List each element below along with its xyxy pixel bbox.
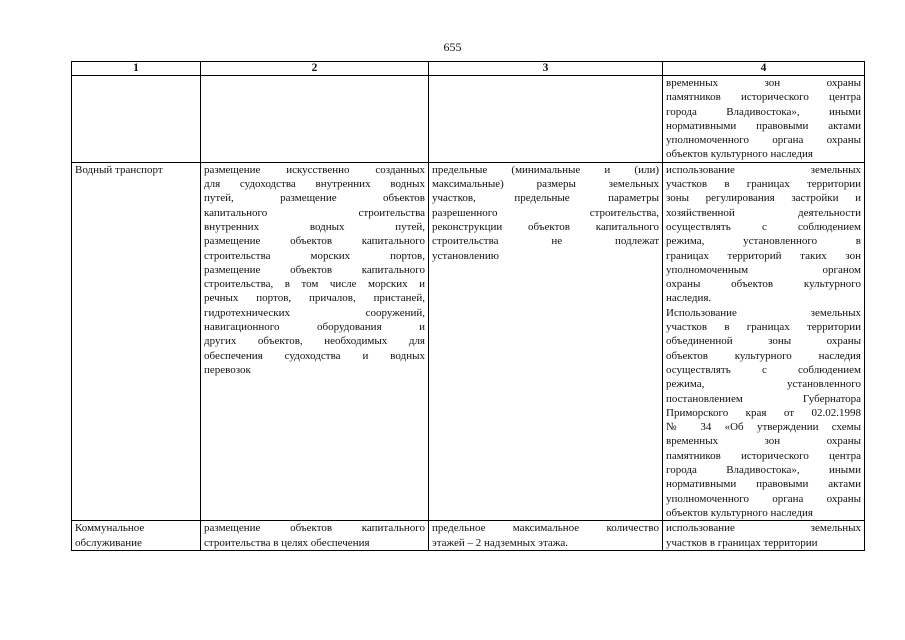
cell-line: строительства, в том числе морских и: [204, 278, 425, 291]
cell-line: других объектов, необходимых для: [204, 335, 425, 348]
cell-row1-col3: [429, 76, 663, 163]
cell-line: памятников исторического центра: [666, 91, 861, 104]
cell-line: обеспечения судоходства и водных: [204, 349, 425, 362]
cell-line: перевозок: [204, 363, 251, 376]
cell-line: участков в границах территории: [666, 536, 818, 549]
cell-row1-col2: [201, 76, 429, 163]
cell-line: внутренних водных путей,: [204, 220, 425, 233]
column-header-3: 3: [429, 62, 663, 76]
cell-line: участков, предельные параметры: [432, 192, 659, 205]
cell-row1-col1: [72, 76, 201, 163]
cell-line: объектов культурного наследия: [666, 148, 813, 161]
cell-line: режима, установленного: [666, 378, 861, 391]
cell-line: размещение объектов капитального: [204, 522, 425, 535]
zoning-table: [71, 61, 865, 551]
cell-line: участков в границах территории: [666, 178, 861, 191]
cell-line: капитального строительства: [204, 206, 425, 219]
cell-line: Коммунальное: [75, 522, 145, 535]
cell-row1-col4: [663, 76, 865, 163]
cell-line: установлению: [432, 249, 500, 262]
cell-line: предельные (минимальные и (или): [432, 163, 659, 176]
cell-line: осуществлять с соблюдением: [666, 363, 861, 376]
cell-line: размещение объектов капитального: [204, 235, 425, 248]
cell-line: использование земельных: [666, 522, 861, 535]
cell-line: путей, размещение объектов: [204, 192, 425, 205]
cell-line: Приморского края от 02.02.1998: [666, 406, 861, 419]
cell-row2-col3: [429, 162, 663, 520]
cell-line: режима, установленного в: [666, 235, 861, 248]
cell-line: наследия.: [666, 292, 712, 305]
cell-line: навигационного оборудования и: [204, 321, 425, 334]
cell-line: временных зон охраны: [666, 435, 861, 448]
column-header-4: 4: [663, 62, 865, 76]
table-row: [72, 76, 865, 163]
cell-line: размещение объектов капитального: [204, 263, 425, 276]
cell-line: строительства морских портов,: [204, 249, 425, 262]
table-row: [72, 162, 865, 520]
cell-line: максимальные) размеры земельных: [432, 178, 659, 191]
cell-line: памятников исторического центра: [666, 449, 861, 462]
cell-line: Использование земельных: [666, 306, 861, 319]
cell-line: города Владивостока», иными: [666, 105, 861, 118]
cell-line: речных портов, причалов, пристаней,: [204, 292, 425, 305]
column-header-1: 1: [72, 62, 201, 76]
cell-line: нормативными правовыми актами: [666, 119, 861, 132]
cell-line: уполномоченного органа охраны: [666, 134, 861, 147]
cell-line: объектов культурного наследия: [666, 506, 813, 519]
cell-line: города Владивостока», иными: [666, 464, 861, 477]
page-number: 655: [443, 40, 462, 54]
cell-line: размещение искусственно созданных: [204, 163, 425, 176]
cell-line: границах территорий таких зон: [666, 249, 861, 262]
cell-line: обслуживание: [75, 536, 142, 549]
cell-line: временных зон охраны: [666, 77, 861, 89]
cell-line: реконструкции объектов капитального: [432, 220, 659, 233]
cell-line: предельное максимальное количество: [432, 522, 659, 535]
cell-row2-col2: [201, 162, 429, 520]
cell-line: разрешенного строительства,: [432, 206, 659, 219]
cell-line: зоны регулирования застройки и: [666, 192, 861, 205]
cell-line: участков в границах территории: [666, 321, 861, 334]
cell-row3-col3: [429, 521, 663, 551]
cell-line: объектов культурного наследия: [666, 349, 861, 362]
cell-line: использование земельных: [666, 163, 861, 176]
cell-line: строительства в целях обеспечения: [204, 536, 370, 549]
cell-line: этажей – 2 надземных этажа.: [432, 536, 569, 549]
cell-row2-col4: [663, 162, 865, 520]
cell-line: охраны объектов культурного: [666, 278, 861, 291]
cell-row3-col1: [72, 521, 201, 551]
table-row: [72, 521, 865, 551]
cell-line: уполномоченного органа охраны: [666, 492, 861, 505]
cell-line: № 34 «Об утверждении схемы: [666, 421, 861, 434]
cell-line: уполномоченным органом: [666, 263, 861, 276]
cell-line: для судоходства внутренних водных: [204, 178, 425, 191]
cell-line: гидротехнических сооружений,: [204, 306, 425, 319]
cell-line: осуществлять с соблюдением: [666, 220, 861, 233]
cell-line: строительства не подлежат: [432, 235, 659, 248]
table-header-row: [72, 62, 865, 76]
column-header-2: 2: [201, 62, 429, 76]
cell-row3-col2: [201, 521, 429, 551]
cell-line: объединенной зоны охраны: [666, 335, 861, 348]
cell-line: нормативными правовыми актами: [666, 478, 861, 491]
cell-line: хозяйственной деятельности: [666, 206, 861, 219]
cell-line: постановлением Губернатора: [666, 392, 861, 405]
cell-row2-col1: Водный транспорт: [72, 162, 201, 520]
cell-row3-col4: [663, 521, 865, 551]
